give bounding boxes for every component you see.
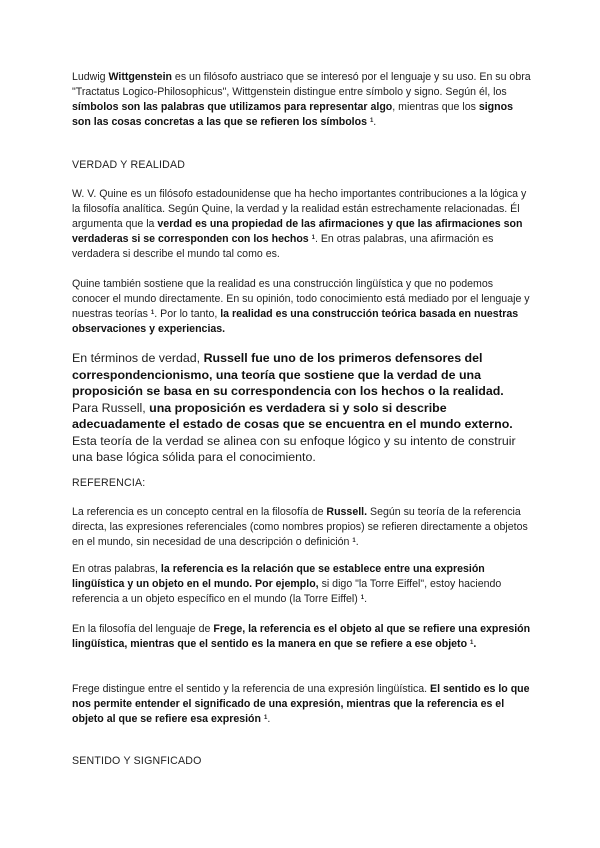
bold-text: la referencia es la relación que se establece entre una expresión lingüística y un objeto en el mundo. [72, 563, 485, 590]
paragraph-quine-verdad [72, 187, 532, 262]
text-span: Frege distingue entre el sentido y la referencia de una expresión lingüística. [72, 683, 431, 695]
bold-text: verdad es una propiedad de las afirmaciones y que las afirmaciones son verdaderas si se corresponden con los hechos [72, 218, 523, 245]
bold-text: . [473, 638, 477, 650]
paragraph-russell-referencia [72, 505, 532, 550]
text-span: . Por lo tanto, [154, 308, 221, 320]
footnote-ref[interactable]: 1 [470, 640, 474, 646]
text-span: Para Russell, [72, 400, 150, 415]
text-span: Ludwig [72, 71, 109, 83]
heading-sentido-y-significado: SENTIDO Y SIGNFICADO [72, 755, 202, 767]
heading-verdad-y-realidad: VERDAD Y REALIDAD [72, 159, 186, 171]
text-span: . En otras palabras, una afirmación es verdadera si describe el mundo tal como es. [72, 233, 494, 260]
bold-text: Frege, la referencia es el objeto al que se refiere una expresión lingüística, mientras que el sentido es la manera en que se refiere a ese objeto [72, 623, 531, 650]
footnote-ref[interactable]: 1 [369, 118, 374, 124]
text-span: . [373, 116, 377, 128]
text-span: . [364, 593, 368, 605]
bold-text: Por ejemplo, [252, 578, 319, 590]
text-span: es un filósofo austriaco que se interesó por el lenguaje y su uso. En su obra "Tractatus Logico-Philosophicus", Wittgenstein distingue entre símbolo y signo. Según él, los [72, 71, 531, 98]
text-span: En otras palabras, [72, 563, 161, 575]
footnote-ref[interactable]: 1 [352, 538, 356, 544]
bold-text: la realidad es una construcción teórica basada en nuestras observaciones y experiencias. [72, 308, 519, 335]
paragraph-quine-realidad [72, 277, 532, 337]
text-span: , mientras que los [392, 101, 479, 113]
bold-text: signos son las cosas concretas a las que se refieren los símbolos [72, 101, 513, 128]
bold-text: una proposición es verdadera si y solo si describe adecuadamente el estado de cosas que se encuentra en el mundo externo. [72, 400, 513, 431]
bold-text: Russell. [326, 506, 368, 518]
footnote-ref[interactable]: 1 [150, 310, 155, 316]
paragraph-russell-verdad [72, 350, 532, 466]
text-span: Según su teoría de la referencia directa, las expresiones referenciales (como nombres propios) se refieren directamente a objetos en el mundo, sin necesidad de una descripción o definición [72, 506, 528, 548]
heading-referencia: REFERENCIA: [72, 477, 146, 489]
paragraph-wittgenstein [72, 70, 532, 130]
text-span: W. V. Quine es un filósofo estadounidense que ha hecho importantes contribuciones a la lógica y la filosofía analítica. Según Quine, la verdad y la realidad están estrechamente relacionadas. Él argumenta que la [72, 188, 527, 230]
text-span: Esta teoría de la verdad se alinea con su enfoque lógico y su intento de construir una base lógica sólida para el conocimiento. [72, 433, 516, 464]
paragraph-frege-referencia [72, 622, 532, 652]
bold-text: El sentido es lo que nos permite entender el significado de una expresión, mientras que la referencia es el objeto al que se refiere esa expresión [72, 683, 530, 725]
paragraph-referencia-ejemplo [72, 562, 532, 607]
footnote-ref[interactable]: 1 [263, 715, 268, 721]
text-span: . [267, 713, 271, 725]
text-span: Quine también sostiene que la realidad es una construcción lingüística y que no podemos conocer el mundo directamente. En su opinión, todo conocimiento está mediado por el lenguaje y nuestras teorías [72, 278, 530, 320]
bold-text: Wittgenstein [108, 71, 172, 83]
text-span: En la filosofía del lenguaje de [72, 623, 214, 635]
paragraph-frege-sentido [72, 682, 532, 727]
text-span: . [355, 536, 359, 548]
footnote-ref[interactable]: 1 [311, 235, 315, 241]
bold-text: Russell fue uno de los primeros defensores del correspondencionismo, una teoría que sostiene que la verdad de una proposición se basa en su correspondencia con los hechos o la realidad. [72, 351, 504, 398]
footnote-ref[interactable]: 1 [360, 595, 365, 601]
text-span: La referencia es un concepto central en la filosofía de [72, 506, 327, 518]
bold-text: símbolos son las palabras que utilizamos para representar algo [72, 101, 393, 113]
text-span: si digo "la Torre Eiffel", estoy haciendo referencia a un objeto específico en el mundo (la Torre Eiffel) [72, 578, 502, 605]
text-span: En términos de verdad, [72, 351, 204, 365]
